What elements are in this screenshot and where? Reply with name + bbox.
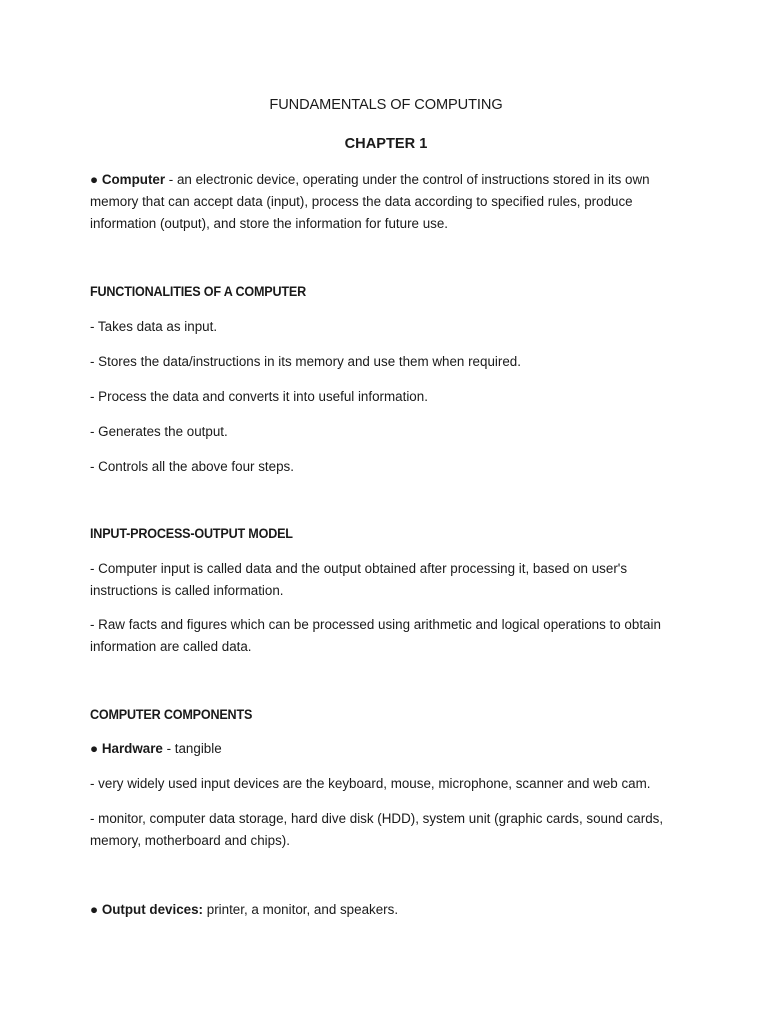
computer-definition-text: - an electronic device, operating under the control of instructions stored in its own memory that can accept data (input), process the data according to specified rules, produce information (output), and store the information for future use. <box>90 172 650 231</box>
output-devices-term: Output devices: <box>101 902 204 917</box>
hardware-text: - tangible <box>162 741 222 756</box>
bullet-icon: ● <box>90 172 99 187</box>
functionalities-heading: FUNCTIONALITIES OF A COMPUTER <box>90 284 306 299</box>
bullet-icon: ● <box>90 902 99 917</box>
document-title: FUNDAMENTALS OF COMPUTING <box>269 97 503 113</box>
bullet-icon: ● <box>90 741 99 756</box>
computer-definition <box>90 169 682 235</box>
hardware-term: Hardware <box>101 741 163 756</box>
list-item: - very widely used input devices are the keyboard, mouse, microphone, scanner and web cam. <box>90 776 651 791</box>
list-item: - Takes data as input. <box>90 319 218 334</box>
output-devices-definition <box>90 899 682 921</box>
list-item: - monitor, computer data storage, hard dive disk (HDD), system unit (graphic cards, sound cards, memory, motherboard and chips). <box>90 811 664 848</box>
list-item: - Generates the output. <box>90 424 228 439</box>
list-item: - Process the data and converts it into useful information. <box>90 389 428 404</box>
list-item: - Stores the data/instructions in its memory and use them when required. <box>90 354 521 369</box>
components-heading: COMPUTER COMPONENTS <box>90 707 253 722</box>
hardware-definition <box>90 738 682 760</box>
list-item: - Controls all the above four steps. <box>90 459 294 474</box>
list-item: - Computer input is called data and the output obtained after processing it, based on user's instructions is called information. <box>90 561 628 598</box>
output-devices-text: printer, a monitor, and speakers. <box>203 902 399 917</box>
chapter-heading: CHAPTER 1 <box>344 136 428 152</box>
computer-term: Computer <box>101 172 166 187</box>
list-item: - Raw facts and figures which can be processed using arithmetic and logical operations to obtain information are called data. <box>90 617 661 654</box>
document-body <box>90 94 682 921</box>
ipo-model-heading: INPUT-PROCESS-OUTPUT MODEL <box>90 526 293 541</box>
